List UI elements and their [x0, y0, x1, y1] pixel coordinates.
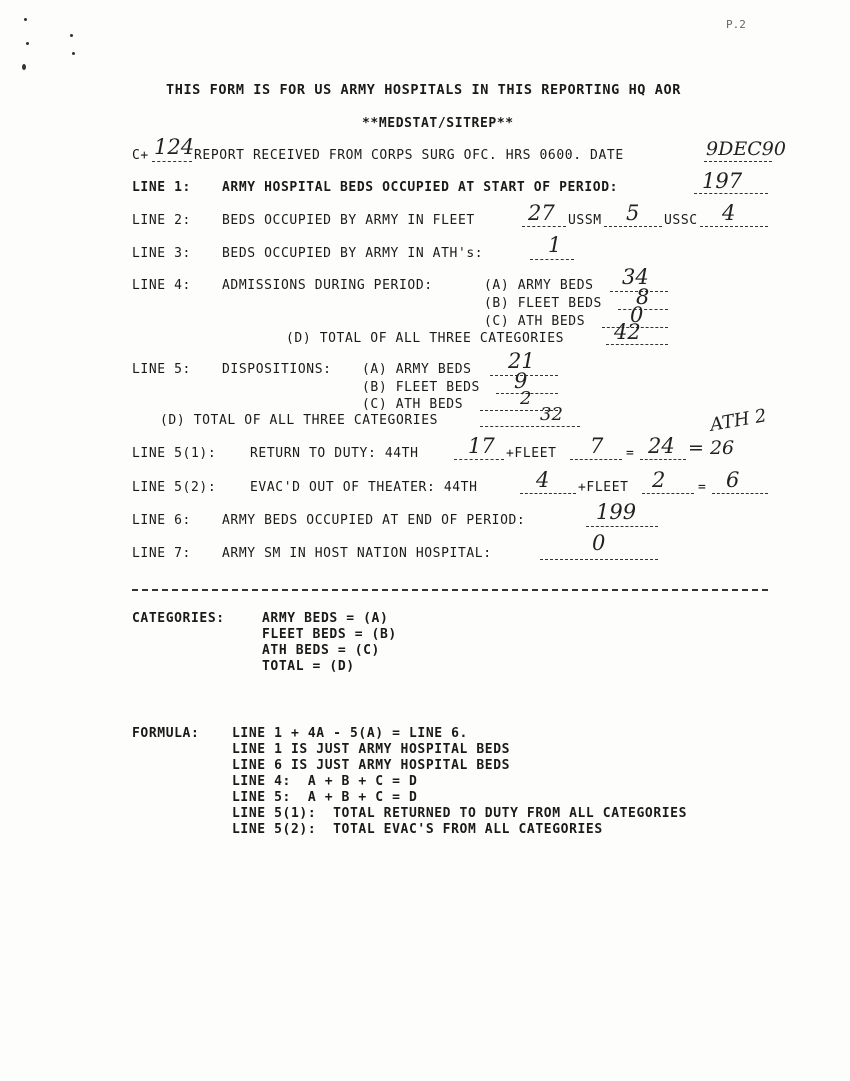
category-item: ARMY BEDS = (A) — [262, 611, 389, 626]
line3-value: 1 — [548, 233, 562, 257]
line2-ussm-label: USSM — [568, 213, 602, 228]
line5-2-44th-value: 4 — [536, 468, 550, 492]
line5-c-value: 2 — [520, 388, 532, 409]
formula-item: LINE 5(2): TOTAL EVAC'S FROM ALL CATEGORIES — [232, 822, 603, 837]
line1-value: 197 — [702, 169, 743, 193]
report-text: REPORT RECEIVED FROM CORPS SURG OFC. HRS 0600. DATE — [194, 148, 624, 163]
formula-item: LINE 5(1): TOTAL RETURNED TO DUTY FROM ALL CATEGORIES — [232, 806, 688, 821]
line7-value: 0 — [592, 531, 606, 555]
formula-item: LINE 1 IS JUST ARMY HOSPITAL BEDS — [232, 742, 511, 757]
section-divider — [132, 589, 768, 591]
line7-text: ARMY SM IN HOST NATION HOSPITAL: — [222, 546, 492, 561]
scan-speck — [72, 52, 75, 55]
line5-2-total-value: 6 — [726, 468, 740, 492]
line5-b-value: 9 — [514, 369, 528, 393]
line6-value: 199 — [596, 500, 637, 524]
line1-text: ARMY HOSPITAL BEDS OCCUPIED AT START OF PERIOD: — [222, 180, 619, 195]
line5-1-text: RETURN TO DUTY: 44TH — [250, 446, 419, 461]
line4-b-label: (B) FLEET BEDS — [484, 296, 602, 311]
categories-label: CATEGORIES: — [132, 611, 225, 626]
line5-d-label: (D) TOTAL OF ALL THREE CATEGORIES — [160, 413, 439, 428]
form-title: THIS FORM IS FOR US ARMY HOSPITALS IN THIS REPORTING HQ AOR — [166, 82, 681, 98]
line2-fleet-value: 27 — [528, 201, 555, 225]
scan-speck — [22, 64, 26, 70]
category-item: ATH BEDS = (C) — [262, 643, 380, 658]
line5-1-label: LINE 5(1): — [132, 446, 217, 461]
line5-c-label: (C) ATH BEDS — [362, 397, 464, 412]
line4-d-value: 42 — [614, 320, 641, 344]
line5-2-total-underline — [712, 480, 768, 494]
report-day: 124 — [154, 135, 195, 159]
line5-2-fleet-underline — [642, 480, 694, 494]
line4-text: ADMISSIONS DURING PERIOD: — [222, 278, 433, 293]
category-item: FLEET BEDS = (B) — [262, 627, 397, 642]
line5-a-value: 21 — [508, 349, 535, 373]
line3-text: BEDS OCCUPIED BY ARMY IN ATH's: — [222, 246, 484, 261]
formula-item: LINE 1 + 4A - 5(A) = LINE 6. — [232, 726, 468, 741]
scan-speck — [70, 34, 73, 37]
line4-a-value: 34 — [622, 265, 649, 289]
line5-2-fleet-label: +FLEET — [578, 480, 629, 495]
line6-text: ARMY BEDS OCCUPIED AT END OF PERIOD: — [222, 513, 526, 528]
line7-label: LINE 7: — [132, 546, 191, 561]
line5-label: LINE 5: — [132, 362, 191, 377]
scan-speck — [26, 42, 29, 45]
line5-a-label: (A) ARMY BEDS — [362, 362, 472, 377]
formula-item: LINE 6 IS JUST ARMY HOSPITAL BEDS — [232, 758, 511, 773]
formula-label: FORMULA: — [132, 726, 200, 741]
line3-label: LINE 3: — [132, 246, 191, 261]
line5-1-fleet-value: 7 — [590, 434, 604, 458]
line5-1-total-value: 24 — [648, 434, 675, 458]
line5-d-underline — [480, 413, 580, 427]
line2-ussc-value: 4 — [722, 201, 736, 225]
line5-1-44th-value: 17 — [468, 434, 495, 458]
line5-d-value: 32 — [540, 404, 563, 425]
line4-label: LINE 4: — [132, 278, 191, 293]
line2-ussm-value: 5 — [626, 201, 640, 225]
line4-c-value: 0 — [630, 303, 644, 327]
formula-item: LINE 5: A + B + C = D — [232, 790, 418, 805]
form-subtitle: **MEDSTAT/SITREP** — [362, 116, 514, 131]
category-item: TOTAL = (D) — [262, 659, 355, 674]
line6-label: LINE 6: — [132, 513, 191, 528]
line5-ath-note: ATH 2 — [708, 405, 769, 436]
report-date: 9DEC90 — [706, 138, 786, 160]
line5-1-equals: = — [626, 446, 635, 461]
page-number: P.2 — [726, 18, 746, 31]
line2-label: LINE 2: — [132, 213, 191, 228]
line5-2-fleet-value: 2 — [652, 468, 666, 492]
line5-1-fleet-label: +FLEET — [506, 446, 557, 461]
line4-c-label: (C) ATH BEDS — [484, 314, 586, 329]
line5-1-total-revised: = 26 — [688, 437, 735, 459]
line4-d-label: (D) TOTAL OF ALL THREE CATEGORIES — [286, 331, 565, 346]
line5-b-label: (B) FLEET BEDS — [362, 380, 480, 395]
line5-2-equals: = — [698, 480, 707, 495]
line4-b-value: 8 — [636, 285, 650, 309]
formula-item: LINE 4: A + B + C = D — [232, 774, 418, 789]
line5-text: DISPOSITIONS: — [222, 362, 332, 377]
line4-a-label: (A) ARMY BEDS — [484, 278, 594, 293]
report-prefix: C+ — [132, 148, 149, 163]
line2-ussc-label: USSC — [664, 213, 698, 228]
line2-text: BEDS OCCUPIED BY ARMY IN FLEET — [222, 213, 475, 228]
line5-2-text: EVAC'D OUT OF THEATER: 44TH — [250, 480, 478, 495]
line1-label: LINE 1: — [132, 180, 191, 195]
line5-2-label: LINE 5(2): — [132, 480, 217, 495]
scan-speck — [24, 18, 27, 21]
